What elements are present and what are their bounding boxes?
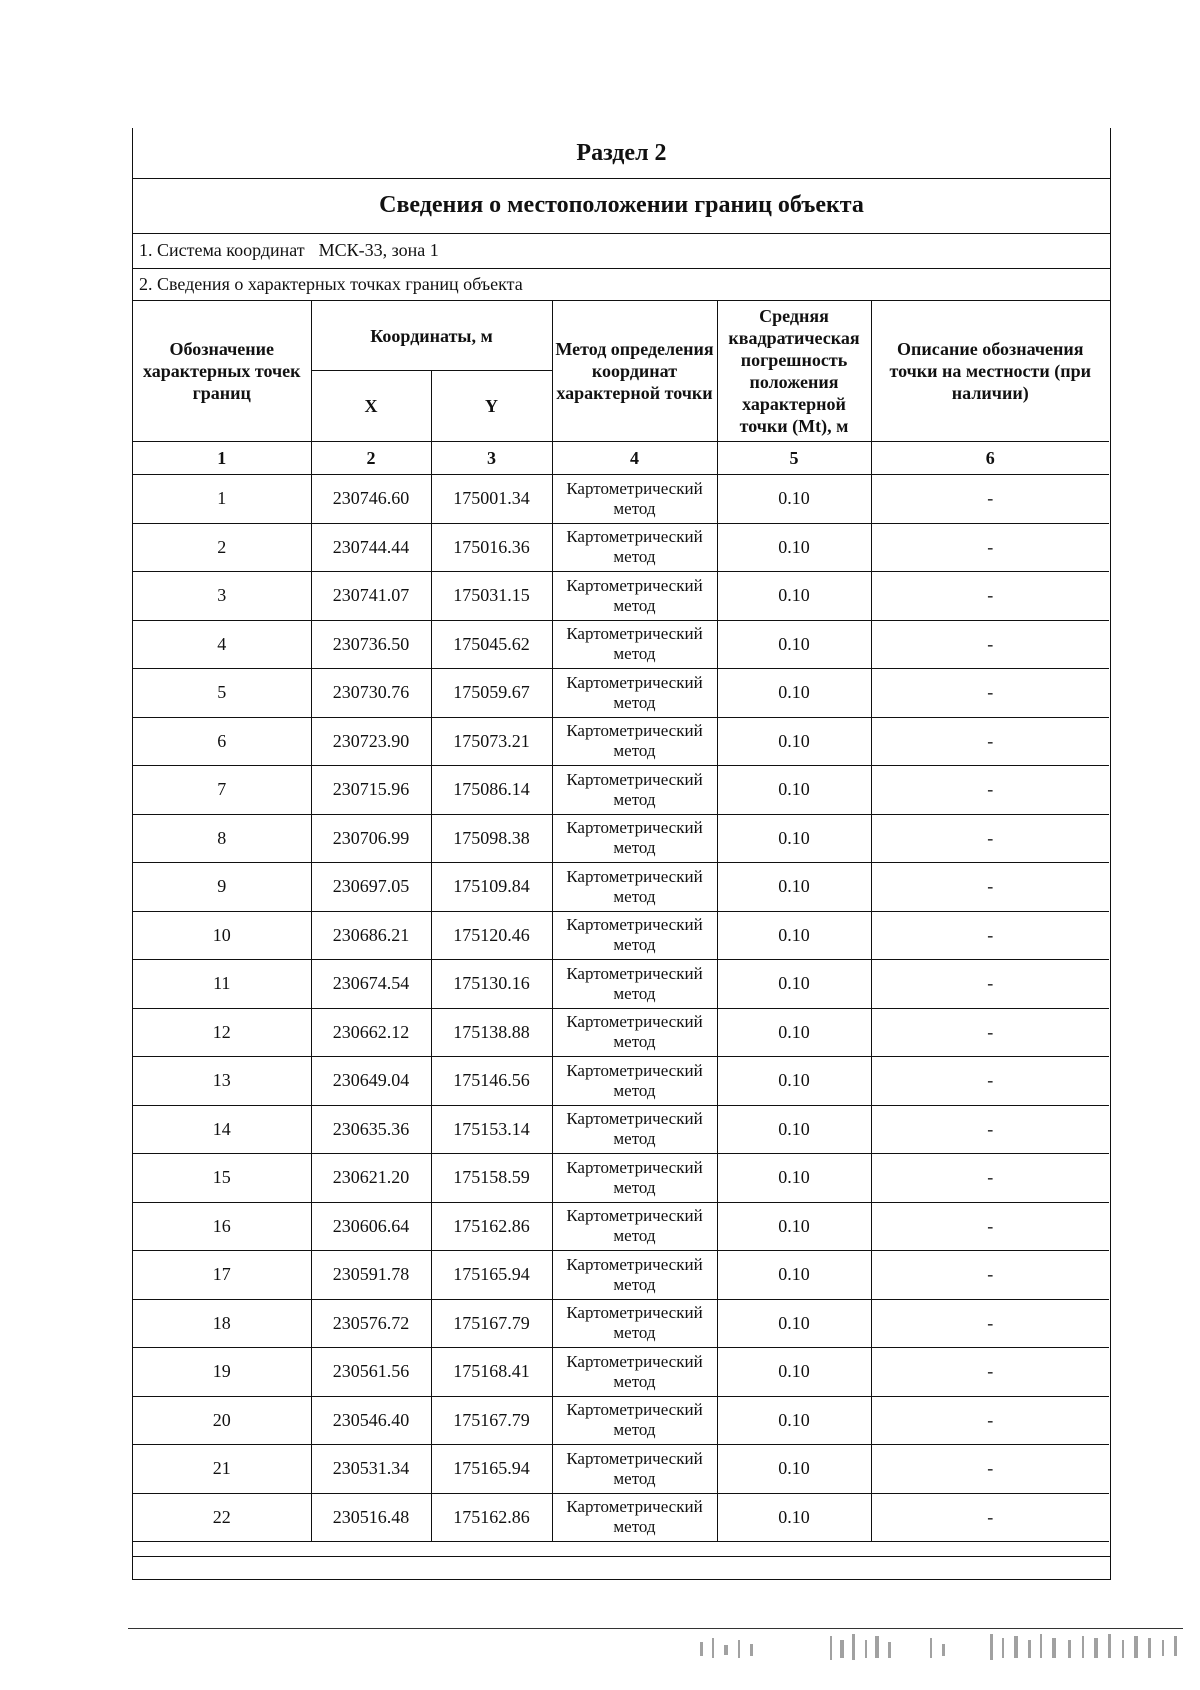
method-cell bbox=[552, 911, 717, 960]
method-line-2: метод bbox=[613, 1226, 656, 1246]
method-line-2: метод bbox=[613, 692, 656, 712]
header-y: Y bbox=[431, 371, 552, 442]
table-row bbox=[133, 1445, 1109, 1494]
error-value: 0.10 bbox=[717, 1202, 871, 1251]
error-value: 0.10 bbox=[717, 814, 871, 863]
method-line-1: Картометрический bbox=[566, 1400, 703, 1420]
method-cell bbox=[552, 814, 717, 863]
method-line-2: метод bbox=[613, 983, 656, 1003]
point-number: 6 bbox=[133, 717, 311, 766]
coord-y: 175098.38 bbox=[431, 814, 552, 863]
method-line-2: метод bbox=[613, 886, 656, 906]
point-number: 16 bbox=[133, 1202, 311, 1251]
method-cell bbox=[552, 1008, 717, 1057]
method-cell bbox=[552, 1396, 717, 1445]
coord-x: 230649.04 bbox=[311, 1057, 431, 1106]
coord-y: 175130.16 bbox=[431, 960, 552, 1009]
point-description: - bbox=[871, 960, 1109, 1009]
column-number: 5 bbox=[717, 442, 871, 475]
method-cell bbox=[552, 523, 717, 572]
table-row bbox=[133, 1154, 1109, 1203]
point-number: 2 bbox=[133, 523, 311, 572]
point-number: 19 bbox=[133, 1348, 311, 1397]
method-line-2: метод bbox=[613, 935, 656, 955]
coord-x: 230576.72 bbox=[311, 1299, 431, 1348]
method-line-2: метод bbox=[613, 498, 656, 518]
method-cell bbox=[552, 766, 717, 815]
coord-y: 175138.88 bbox=[431, 1008, 552, 1057]
error-value: 0.10 bbox=[717, 620, 871, 669]
error-value: 0.10 bbox=[717, 572, 871, 621]
error-value: 0.10 bbox=[717, 1105, 871, 1154]
coord-x: 230561.56 bbox=[311, 1348, 431, 1397]
section-title: Раздел 2 bbox=[133, 128, 1110, 179]
point-description: - bbox=[871, 766, 1109, 815]
table-row bbox=[133, 911, 1109, 960]
point-number: 13 bbox=[133, 1057, 311, 1106]
coord-x: 230744.44 bbox=[311, 523, 431, 572]
point-description: - bbox=[871, 1348, 1109, 1397]
error-value: 0.10 bbox=[717, 1445, 871, 1494]
coord-y: 175001.34 bbox=[431, 475, 552, 524]
point-number: 5 bbox=[133, 669, 311, 718]
point-number: 8 bbox=[133, 814, 311, 863]
error-value: 0.10 bbox=[717, 960, 871, 1009]
method-line-2: метод bbox=[613, 1274, 656, 1294]
coord-x: 230531.34 bbox=[311, 1445, 431, 1494]
point-description: - bbox=[871, 1008, 1109, 1057]
point-description: - bbox=[871, 863, 1109, 912]
coord-x: 230686.21 bbox=[311, 911, 431, 960]
error-value: 0.10 bbox=[717, 766, 871, 815]
coord-system-row bbox=[133, 233, 1110, 269]
error-value: 0.10 bbox=[717, 523, 871, 572]
column-number: 2 bbox=[311, 442, 431, 475]
method-line-1: Картометрический bbox=[566, 1254, 703, 1274]
method-line-2: метод bbox=[613, 547, 656, 567]
coord-x: 230746.60 bbox=[311, 475, 431, 524]
coord-x: 230730.76 bbox=[311, 669, 431, 718]
method-line-2: метод bbox=[613, 1323, 656, 1343]
point-description: - bbox=[871, 669, 1109, 718]
point-description: - bbox=[871, 1493, 1109, 1542]
error-value: 0.10 bbox=[717, 1299, 871, 1348]
point-description: - bbox=[871, 1445, 1109, 1494]
coord-y: 175158.59 bbox=[431, 1154, 552, 1203]
section-subtitle: Сведения о местоположении границ объекта bbox=[133, 178, 1110, 234]
coord-x: 230723.90 bbox=[311, 717, 431, 766]
method-line-1: Картометрический bbox=[566, 1012, 703, 1032]
point-number: 17 bbox=[133, 1251, 311, 1300]
method-cell bbox=[552, 572, 717, 621]
coord-y: 175031.15 bbox=[431, 572, 552, 621]
points-table bbox=[133, 300, 1109, 1542]
method-cell bbox=[552, 1202, 717, 1251]
method-cell bbox=[552, 1299, 717, 1348]
method-line-1: Картометрический bbox=[566, 672, 703, 692]
coord-y: 175045.62 bbox=[431, 620, 552, 669]
error-value: 0.10 bbox=[717, 475, 871, 524]
table-row bbox=[133, 863, 1109, 912]
method-cell bbox=[552, 1154, 717, 1203]
point-description: - bbox=[871, 1299, 1109, 1348]
method-line-2: метод bbox=[613, 1177, 656, 1197]
coord-x: 230591.78 bbox=[311, 1251, 431, 1300]
coord-x: 230736.50 bbox=[311, 620, 431, 669]
method-line-2: метод bbox=[613, 789, 656, 809]
method-line-1: Картометрический bbox=[566, 915, 703, 935]
point-number: 1 bbox=[133, 475, 311, 524]
point-description: - bbox=[871, 1057, 1109, 1106]
coord-y: 175162.86 bbox=[431, 1202, 552, 1251]
method-line-1: Картометрический bbox=[566, 1497, 703, 1517]
point-number: 20 bbox=[133, 1396, 311, 1445]
method-cell bbox=[552, 475, 717, 524]
point-description: - bbox=[871, 1396, 1109, 1445]
header-error: Средняя квадратическая погрешность положения характерной точки (Mt), м bbox=[717, 301, 871, 442]
table-row bbox=[133, 1057, 1109, 1106]
error-value: 0.10 bbox=[717, 1057, 871, 1106]
table-row bbox=[133, 1008, 1109, 1057]
method-line-2: метод bbox=[613, 1420, 656, 1440]
coord-y: 175109.84 bbox=[431, 863, 552, 912]
point-number: 10 bbox=[133, 911, 311, 960]
method-line-2: метод bbox=[613, 741, 656, 761]
table-row bbox=[133, 814, 1109, 863]
point-description: - bbox=[871, 523, 1109, 572]
coord-x: 230697.05 bbox=[311, 863, 431, 912]
error-value: 0.10 bbox=[717, 1008, 871, 1057]
header-coordinates: Координаты, м bbox=[311, 301, 552, 371]
coord-y: 175153.14 bbox=[431, 1105, 552, 1154]
coord-x: 230662.12 bbox=[311, 1008, 431, 1057]
coord-y: 175073.21 bbox=[431, 717, 552, 766]
method-line-1: Картометрический bbox=[566, 963, 703, 983]
method-line-1: Картометрический bbox=[566, 1303, 703, 1323]
method-cell bbox=[552, 717, 717, 766]
method-line-2: метод bbox=[613, 1517, 656, 1537]
method-line-1: Картометрический bbox=[566, 721, 703, 741]
point-description: - bbox=[871, 620, 1109, 669]
table-row bbox=[133, 960, 1109, 1009]
table-row bbox=[133, 1105, 1109, 1154]
table-row bbox=[133, 1348, 1109, 1397]
point-number: 21 bbox=[133, 1445, 311, 1494]
method-line-1: Картометрический bbox=[566, 478, 703, 498]
coord-y: 175167.79 bbox=[431, 1299, 552, 1348]
coord-x: 230674.54 bbox=[311, 960, 431, 1009]
method-line-2: метод bbox=[613, 838, 656, 858]
coord-y: 175167.79 bbox=[431, 1396, 552, 1445]
error-value: 0.10 bbox=[717, 717, 871, 766]
method-line-1: Картометрический bbox=[566, 1157, 703, 1177]
error-value: 0.10 bbox=[717, 1251, 871, 1300]
table-row bbox=[133, 766, 1109, 815]
error-value: 0.10 bbox=[717, 863, 871, 912]
table-row bbox=[133, 572, 1109, 621]
method-cell bbox=[552, 1105, 717, 1154]
method-cell bbox=[552, 1445, 717, 1494]
point-number: 22 bbox=[133, 1493, 311, 1542]
method-cell bbox=[552, 863, 717, 912]
method-line-1: Картометрический bbox=[566, 1448, 703, 1468]
point-number: 14 bbox=[133, 1105, 311, 1154]
method-line-2: метод bbox=[613, 1371, 656, 1391]
error-value: 0.10 bbox=[717, 1154, 871, 1203]
method-line-1: Картометрический bbox=[566, 1351, 703, 1371]
table-bottom-strip bbox=[133, 1556, 1110, 1579]
method-line-1: Картометрический bbox=[566, 769, 703, 789]
point-description: - bbox=[871, 717, 1109, 766]
coord-x: 230546.40 bbox=[311, 1396, 431, 1445]
coord-x: 230741.07 bbox=[311, 572, 431, 621]
coord-y: 175120.46 bbox=[431, 911, 552, 960]
table-row bbox=[133, 717, 1109, 766]
coord-x: 230706.99 bbox=[311, 814, 431, 863]
table-row bbox=[133, 1251, 1109, 1300]
header-description: Описание обозначения точки на местности (при наличии) bbox=[871, 301, 1109, 442]
point-description: - bbox=[871, 1154, 1109, 1203]
method-line-1: Картометрический bbox=[566, 818, 703, 838]
method-line-2: метод bbox=[613, 1468, 656, 1488]
point-description: - bbox=[871, 1251, 1109, 1300]
table-row bbox=[133, 1396, 1109, 1445]
method-cell bbox=[552, 1251, 717, 1300]
method-line-2: метод bbox=[613, 595, 656, 615]
coord-system-value: МСК-33, зона 1 bbox=[318, 240, 439, 260]
coord-x: 230635.36 bbox=[311, 1105, 431, 1154]
method-line-1: Картометрический bbox=[566, 624, 703, 644]
method-line-2: метод bbox=[613, 644, 656, 664]
column-number: 3 bbox=[431, 442, 552, 475]
method-line-2: метод bbox=[613, 1129, 656, 1149]
coord-y: 175165.94 bbox=[431, 1445, 552, 1494]
column-number: 6 bbox=[871, 442, 1109, 475]
method-line-1: Картометрический bbox=[566, 866, 703, 886]
method-cell bbox=[552, 669, 717, 718]
coord-y: 175059.67 bbox=[431, 669, 552, 718]
point-number: 3 bbox=[133, 572, 311, 621]
coord-x: 230516.48 bbox=[311, 1493, 431, 1542]
coord-x: 230606.64 bbox=[311, 1202, 431, 1251]
points-heading: 2. Сведения о характерных точках границ объекта bbox=[133, 268, 1110, 301]
method-line-2: метод bbox=[613, 1080, 656, 1100]
coord-x: 230715.96 bbox=[311, 766, 431, 815]
error-value: 0.10 bbox=[717, 1348, 871, 1397]
method-cell bbox=[552, 1057, 717, 1106]
point-description: - bbox=[871, 572, 1109, 621]
point-description: - bbox=[871, 1202, 1109, 1251]
point-number: 11 bbox=[133, 960, 311, 1009]
point-description: - bbox=[871, 911, 1109, 960]
table-row bbox=[133, 1493, 1109, 1542]
error-value: 0.10 bbox=[717, 1396, 871, 1445]
method-line-1: Картометрический bbox=[566, 1206, 703, 1226]
point-number: 9 bbox=[133, 863, 311, 912]
method-cell bbox=[552, 1493, 717, 1542]
point-description: - bbox=[871, 475, 1109, 524]
method-line-2: метод bbox=[613, 1032, 656, 1052]
coord-y: 175168.41 bbox=[431, 1348, 552, 1397]
header-designation: Обозначение характерных точек границ bbox=[133, 301, 311, 442]
point-number: 4 bbox=[133, 620, 311, 669]
method-line-1: Картометрический bbox=[566, 1060, 703, 1080]
point-number: 18 bbox=[133, 1299, 311, 1348]
scan-stamp-noise bbox=[690, 1600, 1190, 1680]
error-value: 0.10 bbox=[717, 1493, 871, 1542]
point-number: 15 bbox=[133, 1154, 311, 1203]
table-row bbox=[133, 475, 1109, 524]
header-method: Метод определения координат характерной точки bbox=[552, 301, 717, 442]
coord-x: 230621.20 bbox=[311, 1154, 431, 1203]
coord-system-label: 1. Система координат bbox=[139, 240, 305, 260]
method-cell bbox=[552, 960, 717, 1009]
coord-y: 175162.86 bbox=[431, 1493, 552, 1542]
coord-y: 175165.94 bbox=[431, 1251, 552, 1300]
method-cell bbox=[552, 620, 717, 669]
point-number: 7 bbox=[133, 766, 311, 815]
header-x: X bbox=[311, 371, 431, 442]
coord-y: 175016.36 bbox=[431, 523, 552, 572]
method-cell bbox=[552, 1348, 717, 1397]
method-line-1: Картометрический bbox=[566, 527, 703, 547]
method-line-1: Картометрический bbox=[566, 575, 703, 595]
section-frame bbox=[132, 128, 1111, 1580]
table-row bbox=[133, 620, 1109, 669]
point-description: - bbox=[871, 814, 1109, 863]
table-row bbox=[133, 1299, 1109, 1348]
coord-y: 175146.56 bbox=[431, 1057, 552, 1106]
error-value: 0.10 bbox=[717, 669, 871, 718]
table-row bbox=[133, 1202, 1109, 1251]
column-number: 1 bbox=[133, 442, 311, 475]
table-row bbox=[133, 669, 1109, 718]
point-number: 12 bbox=[133, 1008, 311, 1057]
coord-y: 175086.14 bbox=[431, 766, 552, 815]
method-line-1: Картометрический bbox=[566, 1109, 703, 1129]
error-value: 0.10 bbox=[717, 911, 871, 960]
point-description: - bbox=[871, 1105, 1109, 1154]
table-row bbox=[133, 523, 1109, 572]
column-number: 4 bbox=[552, 442, 717, 475]
